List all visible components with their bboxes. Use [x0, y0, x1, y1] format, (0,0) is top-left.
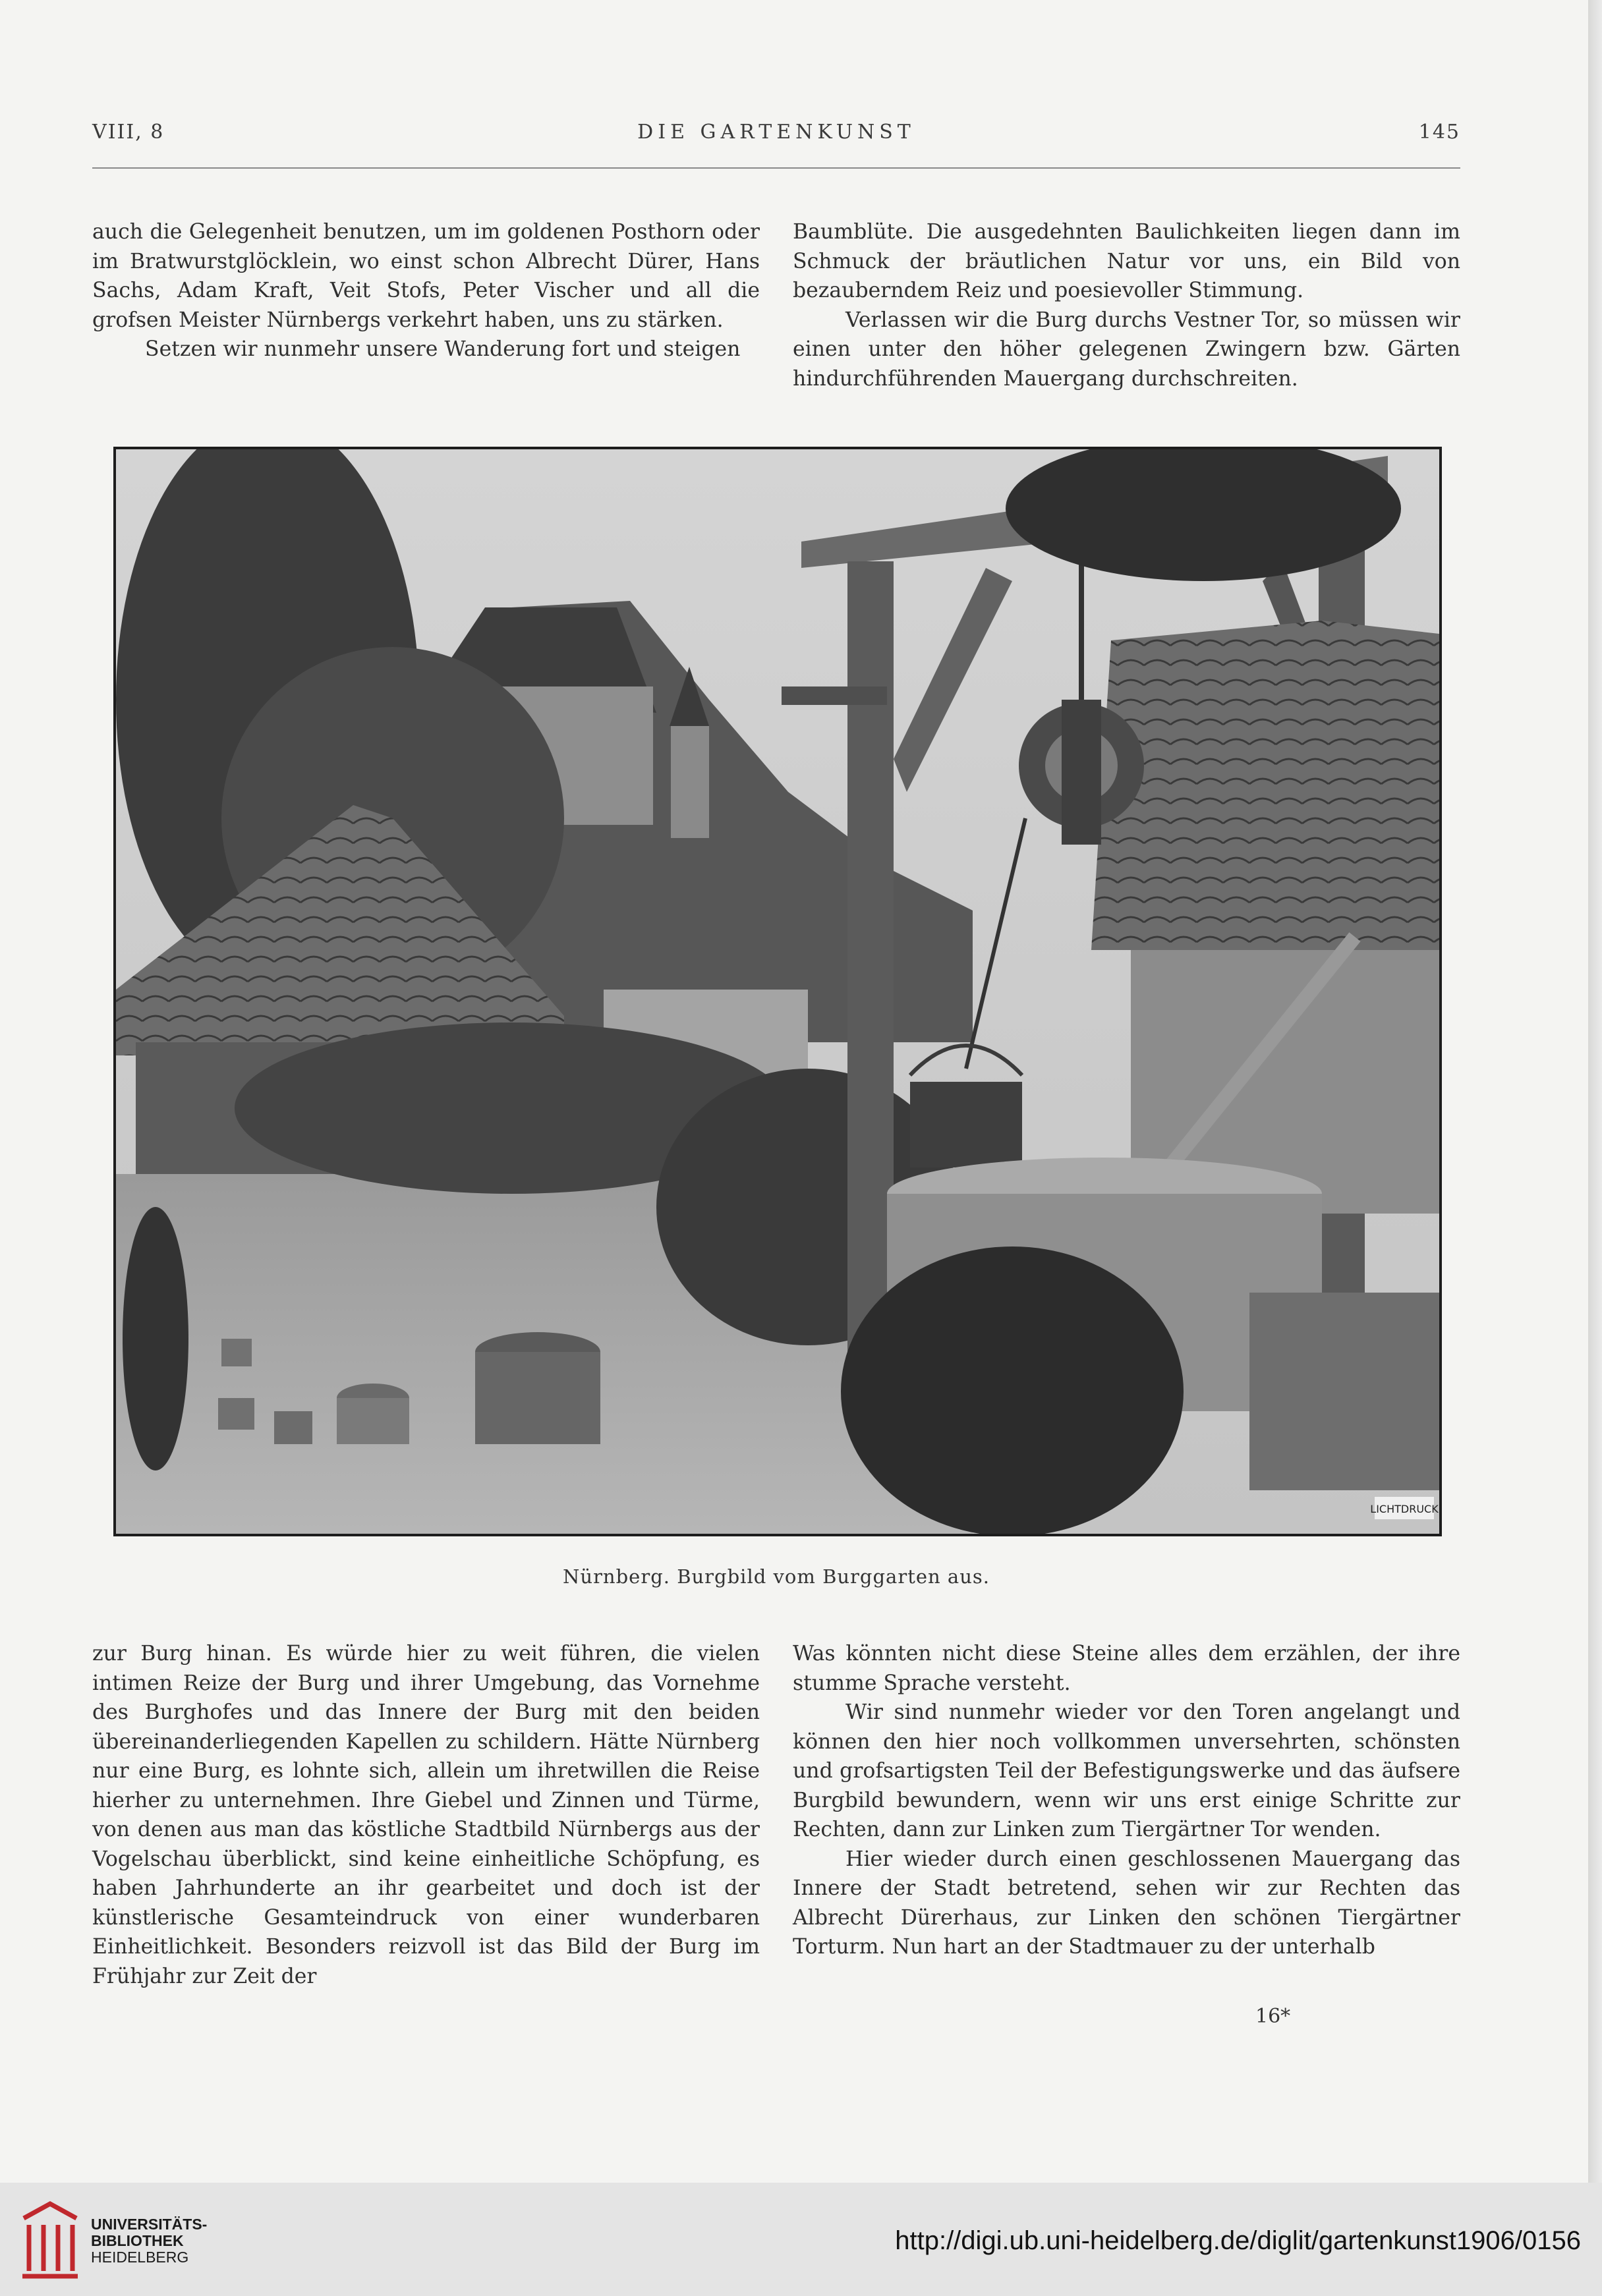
volume-number: VIII, 8	[92, 121, 165, 144]
header-rule	[92, 167, 1460, 169]
paragraph: Verlassen wir die Burg durchs Vestner Tor, so müssen wir einen unter den höher gelegenen Zwingern bzw. Gärten hindurchführenden Mauergang durchschreiten.	[793, 308, 1460, 391]
well-house-roof	[1091, 621, 1439, 1214]
paragraph: auch die Gelegenheit benutzen, um im goldenen Posthorn oder im Bratwurstglöcklein, wo einst schon Albrecht Dürer, Hans Sachs, Adam Kraft, Veit Stofs, Peter Vischer und all die grofsen Meister Nürnbergs verkehrt haben, uns zu stärken.	[92, 220, 760, 332]
library-logo-icon	[17, 2198, 83, 2280]
library-name-line: UNIVERSITÄTS-	[91, 2216, 208, 2233]
digitization-footer	[0, 2183, 1602, 2296]
paragraph: Was könnten nicht diese Steine alles dem erzählen, der ihre stumme Sprache versteht.	[793, 1642, 1460, 1695]
photographer-stamp: LICHTDRUCK	[1370, 1503, 1439, 1515]
paragraph: Hier wieder durch einen geschlossenen Mauergang das Innere der Stadt betretend, sehen wir zur Rechten das Albrecht Dürerhaus, zur Linken den schönen Tiergärtner Torturm. Nun hart an der Stadtmauer zu der unterhalb	[793, 1847, 1460, 1959]
running-head	[92, 121, 1460, 150]
paragraph: Baumblüte. Die ausgedehnten Baulichkeiten liegen dann im Schmuck der bräutlichen Natur vor uns, ein Bild von bezauberndem Reiz und poesievoller Stimmung.	[793, 220, 1460, 302]
text-column-bottom-left	[92, 1639, 760, 1991]
journal-title: DIE GARTENKUNST	[637, 121, 915, 144]
library-name	[91, 2216, 207, 2266]
photograph-burggarten	[113, 447, 1442, 1536]
source-url[interactable]: http://digi.ub.uni-heidelberg.de/diglit/gartenkunst1906/0156	[895, 2226, 1581, 2255]
text-column-top-right	[793, 217, 1460, 393]
page-edge	[1588, 0, 1602, 2183]
library-name-line: HEIDELBERG	[91, 2249, 189, 2266]
text-column-top-left	[92, 217, 760, 364]
paragraph: Wir sind nunmehr wieder vor den Toren angelangt und können den hier noch vollkommen unversehrten, schönsten und grofsartigsten Teil der Befestigungswerke und das äufsere Burgbild bewundern, wenn wir uns erst einige Schritte zur Rechten, dann zur Linken zum Tiergärtner Tor wenden.	[793, 1700, 1460, 1841]
library-name-line: BIBLIOTHEK	[91, 2232, 184, 2249]
paragraph: zur Burg hinan. Es würde hier zu weit führen, die vielen intimen Reize der Burg und ihrer Umgebung, das Vornehme des Burghofes und das Innere der Burg mit den beiden übereinanderliegenden Kapellen zu schildern. Hätte Nürnberg nur eine Burg, es lohnte sich, allein um ihretwillen die Reise hierher zu unternehmen. Ihre Giebel und Zinnen und Türme, von denen aus man das köstliche Stadtbild Nürnbergs aus der Vogelschau überblickt, sind keine einheitliche Schöpfung, es haben Jahrhunderte an ihr gearbeitet und doch ist der künstlerische Gesamteindruck von einer wunderbaren Einheitlichkeit. Besonders reizvoll ist das Bild der Burg im Frühjahr zur Zeit der	[92, 1642, 760, 1988]
figure-caption: Nürnberg. Burgbild vom Burggarten aus.	[563, 1565, 990, 1588]
signature-mark: 16*	[1255, 2005, 1291, 2028]
paragraph: Setzen wir nunmehr unsere Wanderung fort und steigen	[145, 337, 741, 361]
page-number: 145	[1418, 121, 1460, 144]
text-column-bottom-right	[793, 1639, 1460, 1962]
garden-well-photo	[116, 449, 1439, 1534]
